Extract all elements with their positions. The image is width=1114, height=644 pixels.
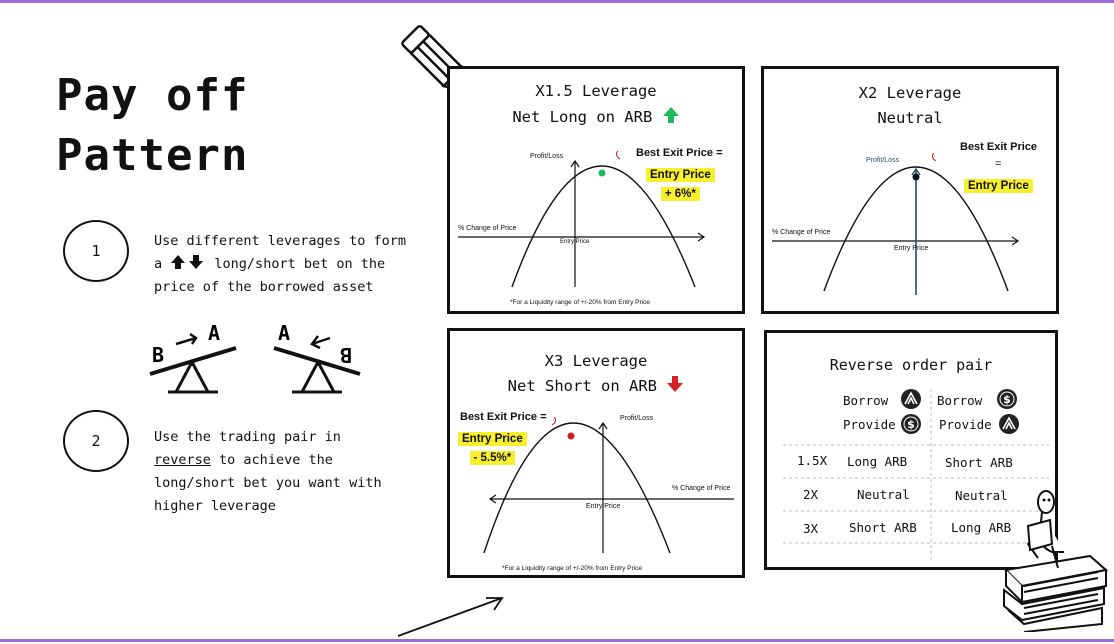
- svg-text:$: $: [907, 418, 915, 431]
- row-3-right: Long ARB: [951, 520, 1012, 535]
- left-provide-label: Provide: [843, 417, 896, 432]
- left-borrow-label: Borrow: [843, 393, 889, 408]
- step-1-text: Use different leverages to form a long/short bet on the price of the borrowed asset: [154, 233, 406, 295]
- panel-2-peak-dot: [913, 174, 920, 181]
- top-border: [0, 0, 1114, 3]
- step-1-circle: 1: [63, 220, 129, 282]
- panel-x1-5-leverage: [447, 66, 745, 314]
- panel-3-title-2: Net Short on ARB: [450, 374, 742, 399]
- panel-1-footnote: *For a Liquidity range of +/-20% from Entry Price: [510, 299, 650, 306]
- panel-3-title-1: X3 Leverage: [544, 352, 648, 370]
- bottom-border: [0, 639, 1114, 642]
- seesaw-right-high: A: [278, 321, 291, 345]
- panel-2-title-2: Neutral: [877, 109, 943, 127]
- dollar-token-icon: [996, 388, 1018, 410]
- row-3-left: Short ARB: [849, 520, 917, 535]
- step-2-circle: 2: [63, 410, 129, 472]
- panel-3-entry-label: Entry Price: [586, 503, 621, 510]
- panel-3-footnote: *For a Liquidity range of +/-20% from Entry Price: [502, 565, 642, 572]
- panel-2-equals: =: [995, 158, 1002, 170]
- panel-x3-leverage: [447, 328, 745, 578]
- row-2-leverage: 2X: [803, 487, 819, 502]
- right-borrow-label: Borrow: [937, 393, 983, 408]
- panel-2-y-axis-label: Profit/Loss: [866, 157, 900, 164]
- row-2-left: Neutral: [857, 487, 910, 502]
- row-1-left: Long ARB: [847, 454, 908, 469]
- panel-3-best-exit: Best Exit Price =: [460, 411, 547, 423]
- panel-x2-leverage: [761, 66, 1059, 314]
- panel-2-title-1: X2 Leverage: [858, 84, 962, 102]
- seesaw-right-low: B: [339, 343, 352, 367]
- seesaw-left-icon: [146, 318, 242, 396]
- seesaw-right-icon: [268, 318, 364, 396]
- panel-1-x-axis-label: % Change of Price: [458, 225, 517, 232]
- panel-3-x-axis-label: % Change of Price: [672, 485, 731, 492]
- panel-1-title-2: Net Long on ARB: [450, 105, 742, 130]
- dollar-token-icon: [900, 413, 922, 435]
- panel-2-best-exit: Best Exit Price: [960, 141, 1038, 153]
- panel-1-entry-label: Entry Price: [560, 239, 590, 245]
- page-title: Pay off Pattern: [56, 70, 249, 181]
- seesaw-left-high: A: [208, 321, 221, 345]
- step-2-text: Use the trading pair in reverse to achieve the long/short bet you want with higher leverage: [154, 429, 382, 514]
- panel-1-best-exit: Best Exit Price =: [636, 147, 723, 159]
- arb-token-icon: [900, 388, 922, 410]
- panel-2-exit-value: Entry Price: [964, 176, 1033, 194]
- panel-1-title-1: X1.5 Leverage: [535, 82, 657, 100]
- panel-2-entry-label: Entry Price: [894, 245, 929, 252]
- row-1-right: Short ARB: [945, 455, 1013, 470]
- row-1-leverage: 1.5X: [797, 453, 828, 468]
- panel-1-peak-dot: [599, 170, 606, 177]
- panel-3-y-axis-label: Profit/Loss: [620, 415, 654, 422]
- panel-1-exit-value: Entry Price + 6%*: [646, 165, 715, 203]
- panel-1-y-axis-label: Profit/Loss: [530, 153, 564, 160]
- row-2-right: Neutral: [955, 488, 1008, 503]
- arrow-icon: [394, 590, 510, 640]
- panel-3-exit-value: Entry Price - 5.5%*: [458, 429, 527, 467]
- up-down-arrows-icon: [170, 254, 206, 270]
- panel-4-title: Reverse order pair: [829, 356, 993, 374]
- seesaw-left-low: B: [152, 343, 165, 367]
- row-3-leverage: 3X: [803, 521, 819, 536]
- right-provide-label: Provide: [939, 417, 992, 432]
- panel-2-x-axis-label: % Change of Price: [772, 229, 831, 236]
- panel-3-peak-dot: [568, 433, 575, 440]
- svg-text:$: $: [1003, 393, 1011, 406]
- person-reading-on-books-icon: [998, 486, 1110, 632]
- arb-token-icon: [998, 413, 1020, 435]
